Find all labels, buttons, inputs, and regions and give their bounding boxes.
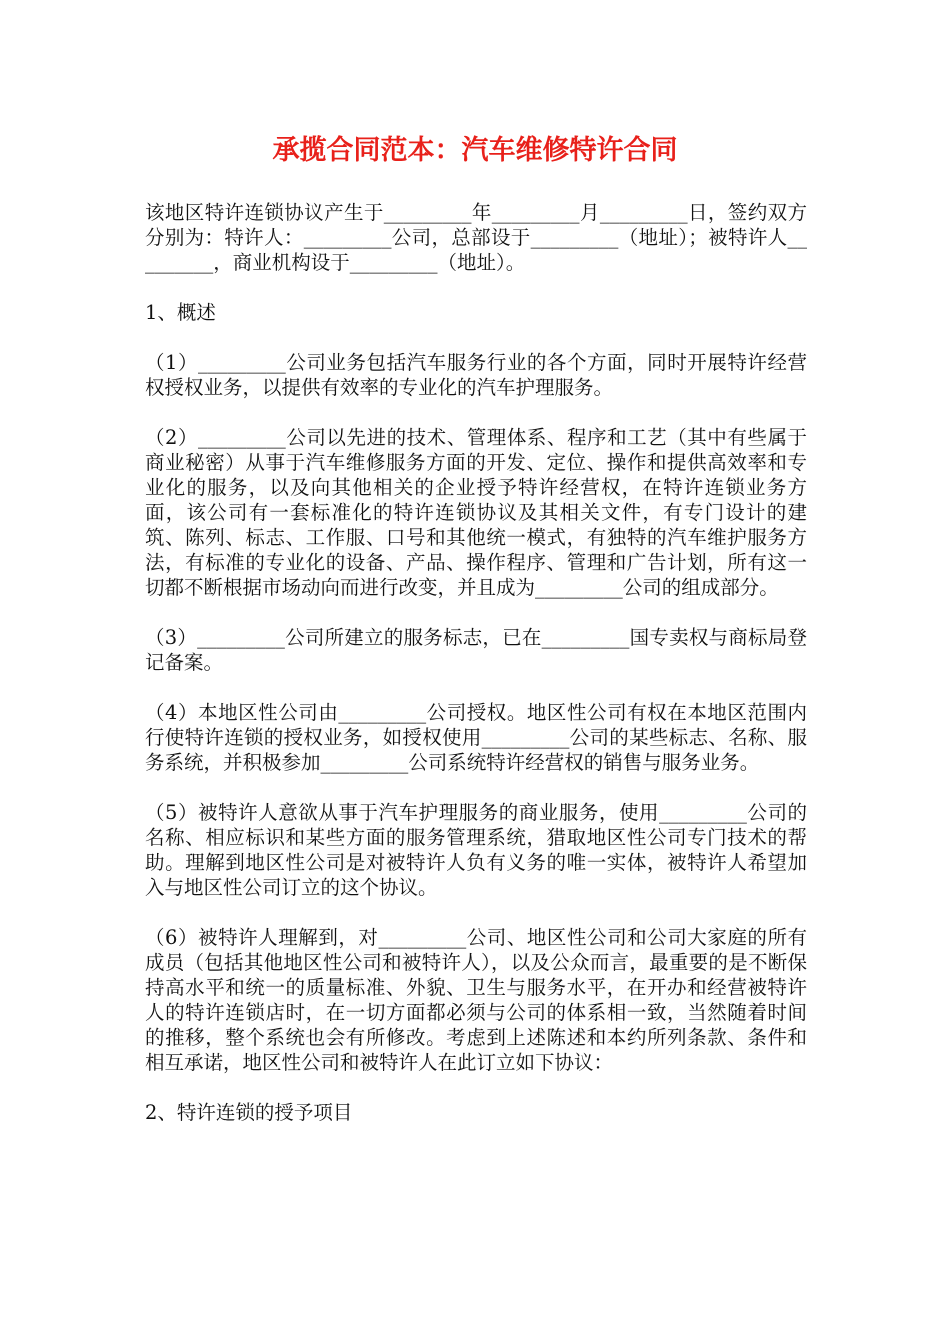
clause-2: （2）_________公司以先进的技术、管理体系、程序和工艺（其中有些属于商业秘密）从事于汽车维修服务方面的开发、定位、操作和提供高效率和专业化的服务，以及向其他相关的企业授予特许经营权，在特许连锁业务方面，该公司有一套标准化的特许连锁协议及其相关文件，有专门设计的建筑、陈列、标志、工作服、口号和其他统一模式，有独特的汽车维护服务方法，有标准的专业化的设备、产品、操作程序、管理和广告计划，所有这一切都不断根据市场动向而进行改变，并且成为_________公司的组成部分。 (145, 426, 807, 599)
clause-6: （6）被特许人理解到，对_________公司、地区性公司和公司大家庭的所有成员（包括其他地区性公司和被特许人），以及公众而言，最重要的是不断保持高水平和统一的质量标准、外貌、卫生与服务水平，在开办和经营被特许人的特许连锁店时，在一切方面都必须与公司的体系相一致，当然随着时间的推移，整个系统也会有所修改。考虑到上述陈述和本约所列条款、条件和相互承诺，地区性公司和被特许人在此订立如下协议： (145, 926, 807, 1074)
clause-1: （1）_________公司业务包括汽车服务行业的各个方面，同时开展特许经营权授权业务，以提供有效率的专业化的汽车护理服务。 (145, 351, 807, 399)
clause-5: （5）被特许人意欲从事于汽车护理服务的商业服务，使用_________公司的名称、相应标识和某些方面的服务管理系统，猎取地区性公司专门技术的帮助。理解到地区性公司是对被特许人负有义务的唯一实体，被特许人希望加入与地区性公司订立的这个协议。 (145, 801, 807, 899)
clause-4: （4）本地区性公司由_________公司授权。地区性公司有权在本地区范围内行使特许连锁的授权业务，如授权使用_________公司的某些标志、名称、服务系统，并积极参加_________公司系统特许经营权的销售与服务业务。 (145, 701, 807, 774)
intro-paragraph: 该地区特许连锁协议产生于_________年_________月_________日，签约双方分别为：特许人：_________公司，总部设于_________（地址）；被特许人_________，商业机构设于_________（地址）。 (145, 201, 807, 274)
section-heading-grant: 2、特许连锁的授予项目 (145, 1101, 353, 1124)
document-body (145, 200, 807, 1150)
clause-3: （3）_________公司所建立的服务标志，已在_________国专卖权与商标局登记备案。 (145, 626, 807, 674)
document-title: 承揽合同范本：汽车维修特许合同 (272, 135, 678, 166)
section-heading-overview: 1、概述 (145, 301, 216, 324)
